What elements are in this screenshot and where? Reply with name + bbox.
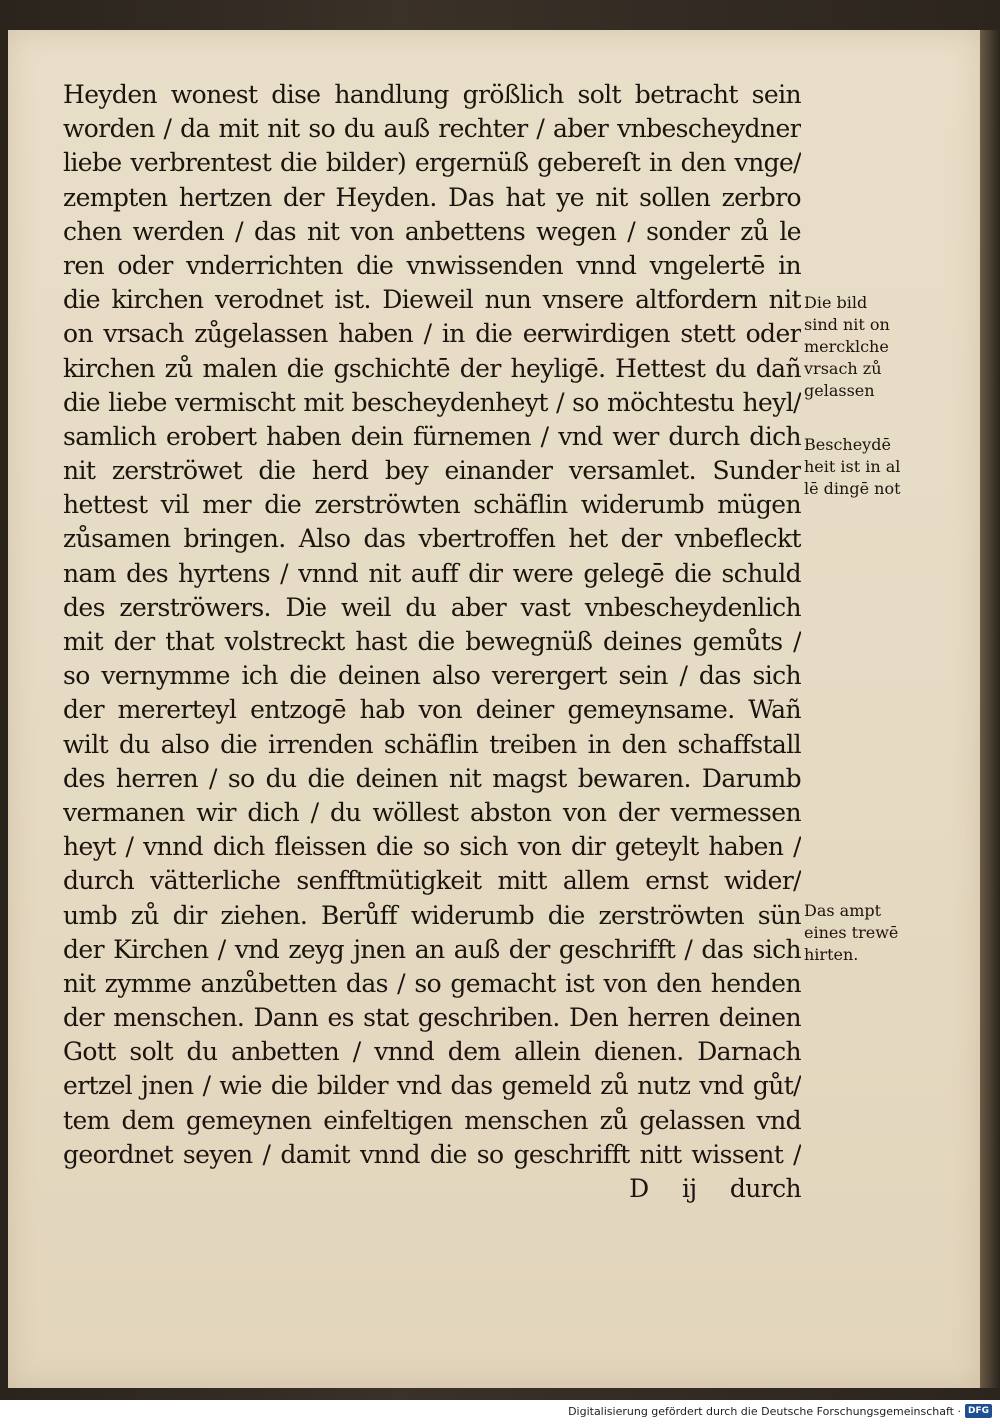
text-line: durch vätterliche senfftmütigkeit mitt allem ernst wider/ xyxy=(63,866,801,896)
dfg-logo: DFG xyxy=(965,1404,992,1418)
text-line: Heyden wonest dise handlung größlich solt betracht sein xyxy=(63,80,801,109)
marginal-note-line: heit ist in al xyxy=(804,457,901,476)
text-line: zempten hertzen der Heyden. Das hat ye nit sollen zerbro xyxy=(63,182,801,212)
text-line: so vernymme ich die deinen also verergert sein / das sich xyxy=(63,661,801,691)
text-line: die liebe vermischt mit bescheydenheyt / so möchtestu heyl/ xyxy=(63,387,801,417)
text-line: des zerströwers. Die weil du aber vast vnbescheydenlich xyxy=(63,592,801,622)
marginal-note-line: sind nit on xyxy=(804,315,890,334)
text-line: on vrsach zůgelassen haben / in die eerwirdigen stett oder xyxy=(63,319,801,349)
text-line: geordnet seyen / damit vnnd die so geschrifft nitt wissent / xyxy=(63,1139,801,1169)
marginal-note-line: vrsach zů xyxy=(804,359,882,378)
page-edge xyxy=(980,30,1000,1388)
marginal-note-bilder xyxy=(804,292,944,402)
text-line: der Kirchen / vnd zeyg jnen an auß der geschrifft / das sich xyxy=(63,934,801,964)
marginal-note-line: lē dingē not xyxy=(804,479,901,498)
text-line: heyt / vnnd dich fleissen die so sich von dir geteylt haben / xyxy=(63,832,801,862)
marginal-note-line: hirten. xyxy=(804,945,859,964)
text-line: worden / da mit nit so du auß rechter / aber vnbescheydner xyxy=(63,114,801,144)
marginal-note-line: Die bild xyxy=(804,293,868,312)
text-line: wilt du also die irrenden schäflin treiben in den schaffstall xyxy=(63,729,801,759)
footer-credit xyxy=(568,1402,992,1420)
marginal-note-line: eines trewē xyxy=(804,923,899,942)
marginal-note-line: Bescheydē xyxy=(804,435,891,454)
text-line: der mererteyl entzogē hab von deiner gemeynsame. Wañ xyxy=(63,695,801,725)
text-line: vermanen wir dich / du wöllest abston von der vermessen xyxy=(63,797,801,827)
marginal-note-line: Das ampt xyxy=(804,901,882,920)
text-line: die kirchen verodnet ist. Dieweil nun vnsere altfordern nit xyxy=(63,285,801,315)
text-line: hettest vil mer die zerströwten schäflin widerumb mügen xyxy=(63,490,801,520)
text-line: mit der that volstreckt hast die bewegnüß deines gemůts / xyxy=(63,627,801,656)
marginal-note-bescheydenheit xyxy=(804,434,944,500)
catchword-line: D ij durch xyxy=(629,1174,801,1203)
body-text xyxy=(63,78,801,1206)
text-line: Gott solt du anbetten / vnnd dem allein dienen. Darnach xyxy=(63,1037,801,1067)
funding-credit-text: Digitalisierung gefördert durch die Deutsche Forschungsgemeinschaft · xyxy=(568,1404,961,1418)
text-line: samlich erobert haben dein fürnemen / vnd wer durch dich xyxy=(63,421,801,451)
text-line: nit zerströwet die herd bey einander versamlet. Sunder xyxy=(63,456,801,486)
text-line: zůsamen bringen. Also das vbertroffen het der vnbefleckt xyxy=(63,524,801,554)
text-line: ren oder vnderrichten die vnwissenden vnnd vngelertē in xyxy=(63,250,801,280)
text-line: umb zů dir ziehen. Berůff widerumb die zerströwten sün xyxy=(63,900,801,930)
marginal-note-line: gelassen xyxy=(804,381,875,400)
text-line: des herren / so du die deinen nit magst bewaren. Darumb xyxy=(63,763,801,793)
text-line: der menschen. Dann es stat geschriben. Den herren deinen xyxy=(63,1003,801,1033)
marginal-note-ampt xyxy=(804,900,944,966)
text-line: liebe verbrentest die bilder) ergernüß gebereſt in den vnge/ xyxy=(63,148,801,178)
text-line: ertzel jnen / wie die bilder vnd das gemeld zů nutz vnd gůt/ xyxy=(63,1071,801,1101)
text-line: nam des hyrtens / vnnd nit auff dir were gelegē die schuld xyxy=(63,558,801,588)
text-line: nit zymme anzůbetten das / so gemacht ist von den henden xyxy=(63,968,801,998)
text-line: chen werden / das nit von anbettens wegen / sonder zů le xyxy=(63,216,801,246)
text-line: kirchen zů malen die gschichtē der heyligē. Hettest du dañ xyxy=(63,353,801,383)
marginal-note-line: mercklche xyxy=(804,337,889,356)
text-line: tem dem gemeynen einfeltigen menschen zů gelassen vnd xyxy=(63,1105,801,1135)
